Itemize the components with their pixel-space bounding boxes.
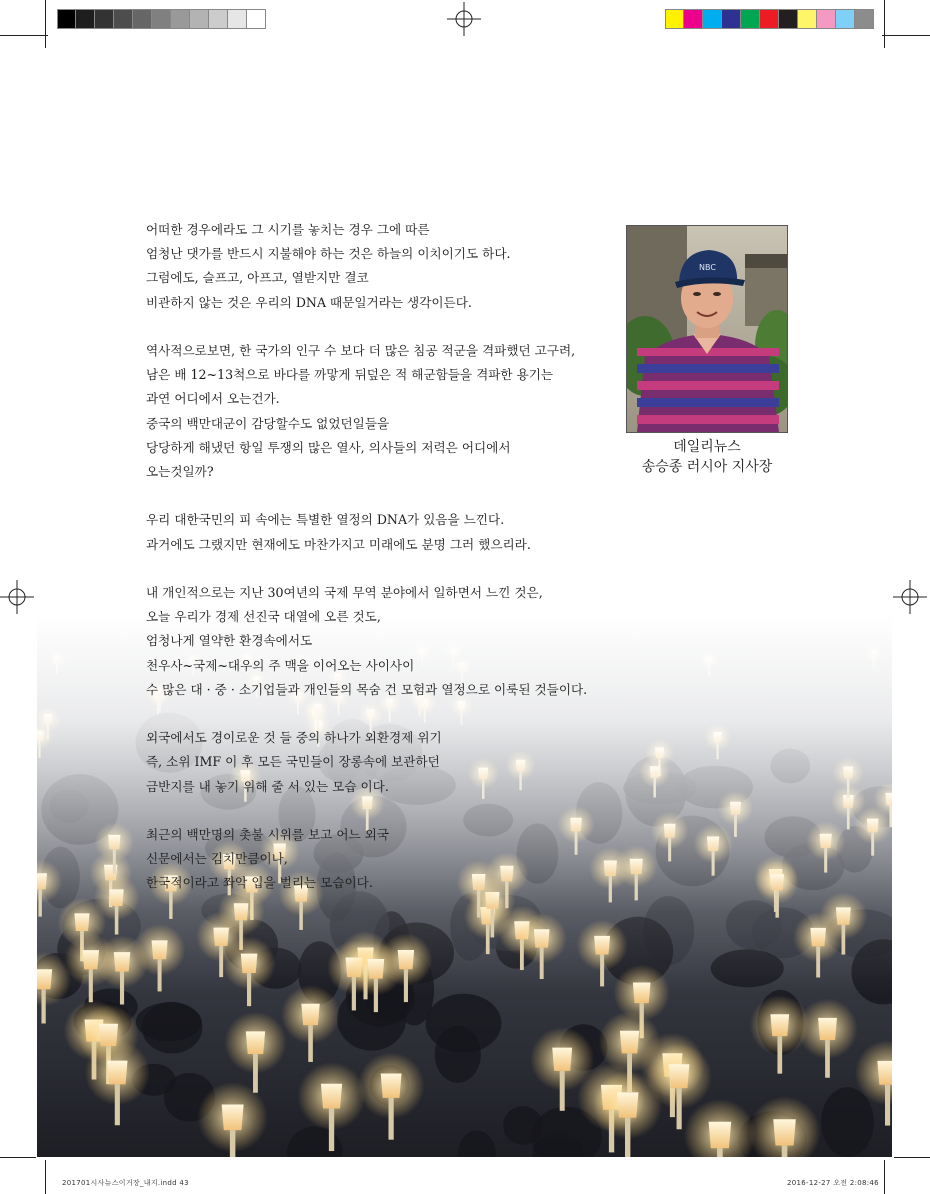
- calibration-swatch: [114, 9, 133, 29]
- article-paragraph: [146, 726, 606, 799]
- article-line: 어떠한 경우에라도 그 시기를 놓치는 경우 그에 따른: [146, 222, 430, 237]
- calibration-swatch: [798, 9, 817, 29]
- article-line: 비관하지 않는 것은 우리의 DNA 때문일거라는 생각이든다.: [146, 294, 472, 310]
- calibration-swatch: [95, 9, 114, 29]
- article-line: 엄청난 댓가를 반드시 지불해야 하는 것은 하늘의 이치이기도 하다.: [146, 246, 511, 262]
- calibration-swatch: [703, 9, 722, 29]
- registration-mark-top: [447, 2, 481, 36]
- calibration-swatch: [817, 9, 836, 29]
- article-line: 그럼에도, 슬프고, 아프고, 열받지만 결코: [146, 270, 369, 286]
- article-line: 내 개인적으로는 지난 30여년의 국제 무역 분야에서 일하면서 느낀 것은,: [146, 585, 543, 600]
- slug-timestamp: 2016-12-27 오전 2:08:46: [787, 1179, 879, 1187]
- article-line: 역사적으로보면, 한 국가의 인구 수 보다 더 많은 침공 적군을 격파했던 고구려,: [146, 343, 576, 358]
- article-paragraph: [146, 218, 606, 315]
- cap-logo: NBC: [699, 263, 716, 272]
- article-line: 남은 배 12~13척으로 바다를 까맣게 뒤덮은 적 해군함들을 격파한 용기는: [146, 367, 554, 383]
- caption-outlet: 데일리뉴스: [673, 439, 741, 455]
- article-paragraph: [146, 339, 606, 484]
- calibration-swatch: [247, 9, 266, 29]
- slug-filename: 201701시사뉴스이거장_내지.indd 43: [62, 1179, 189, 1187]
- article-line: 천우사~국제~대우의 주 맥을 이어오는 사이사이: [146, 657, 415, 673]
- calibration-swatch: [209, 9, 228, 29]
- calibration-swatch: [684, 9, 703, 29]
- caption-author: 송승종 러시아 지사장: [641, 459, 773, 475]
- registration-mark-left: [0, 580, 34, 614]
- calibration-swatch: [228, 9, 247, 29]
- article-line: 수 많은 대 · 중 · 소기업들과 개인들의 목숨 건 모험과 열정으로 이룩된 것들이다.: [146, 681, 588, 697]
- article-line: 오는것일까?: [146, 464, 214, 480]
- article-line: 신문에서는 김치만큼이나,: [146, 851, 288, 867]
- article-line: 과연 어디에서 오는건가.: [146, 391, 280, 407]
- calibration-swatch: [133, 9, 152, 29]
- calibration-swatch: [76, 9, 95, 29]
- article-line: 당당하게 해냈던 항일 투쟁의 많은 열사, 의사들의 저력은 어디에서: [146, 439, 511, 455]
- calibration-swatch: [665, 9, 684, 29]
- article-line: 중국의 백만대군이 감당할수도 없었던일들을: [146, 415, 390, 431]
- calibration-swatch: [836, 9, 855, 29]
- article-line: 우리 대한국민의 피 속에는 특별한 열정의 DNA가 있음을 느낀다.: [146, 512, 505, 528]
- portrait-caption: [610, 437, 804, 477]
- article-line: 엄청나게 열약한 환경속에서도: [146, 633, 313, 649]
- article-line: 한국적이라고 쫘악 입을 벌리는 모습이다.: [146, 875, 373, 891]
- article-line: 금반지를 내 놓기 위해 줄 서 있는 모습 이다.: [146, 778, 389, 794]
- article-line: 오늘 우리가 경제 선진국 대열에 오른 것도,: [146, 609, 381, 625]
- article-paragraph: [146, 581, 606, 702]
- calibration-swatch: [855, 9, 874, 29]
- calibration-swatch: [190, 9, 209, 29]
- article-paragraph: [146, 823, 606, 896]
- article-paragraph: [146, 508, 606, 556]
- article-line: 최근의 백만명의 촛불 시위를 보고 어느 외국: [146, 827, 389, 842]
- color-calibration-bar: [665, 9, 874, 29]
- calibration-swatch: [57, 9, 76, 29]
- calibration-swatch: [722, 9, 741, 29]
- calibration-swatch: [152, 9, 171, 29]
- calibration-swatch: [171, 9, 190, 29]
- article-line: 과거에도 그랬지만 현재에도 마찬가지고 미래에도 분명 그러 했으리라.: [146, 536, 531, 552]
- grayscale-calibration-bar: [57, 9, 266, 29]
- author-portrait: [626, 225, 788, 433]
- article-line: 외국에서도 경이로운 것 들 중의 하나가 외환경제 위기: [146, 730, 442, 746]
- calibration-swatch: [779, 9, 798, 29]
- calibration-swatch: [741, 9, 760, 29]
- article-body: [146, 218, 606, 920]
- article-line: 즉, 소위 IMF 이 후 모든 국민들이 장롱속에 보관하던: [146, 754, 440, 770]
- registration-mark-right: [893, 580, 927, 614]
- calibration-swatch: [760, 9, 779, 29]
